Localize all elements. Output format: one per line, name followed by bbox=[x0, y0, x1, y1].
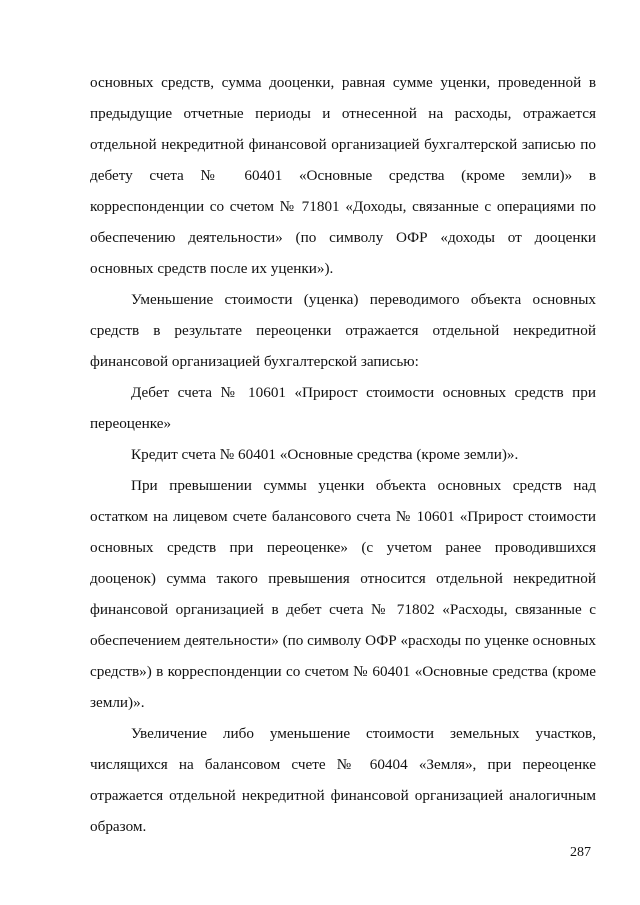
paragraph-first-line: Дебет счета № 10601 «Прирост стоимости основных средств при bbox=[131, 384, 596, 401]
page-number: 287 bbox=[570, 845, 591, 860]
text-line: предыдущие отчетные периоды и отнесенной на расходы, отражается bbox=[90, 105, 596, 122]
text-line: земли)». bbox=[90, 694, 145, 711]
text-line: основных средств после их уценки»). bbox=[90, 260, 334, 277]
text-line: финансовой организацией бухгалтерской записью: bbox=[90, 353, 419, 370]
paragraph-first-line: При превышении суммы уценки объекта основных средств над bbox=[131, 477, 596, 494]
text-line: средств в результате переоценки отражается отдельной некредитной bbox=[90, 322, 596, 339]
paragraph-first-line: Уменьшение стоимости (уценка) переводимого объекта основных bbox=[131, 291, 596, 308]
text-line: отражается отдельной некредитной финансовой организацией аналогичным bbox=[90, 787, 596, 804]
text-line: средств») в корреспонденции со счетом № 60401 «Основные средства (кроме bbox=[90, 663, 596, 680]
text-line: переоценке» bbox=[90, 415, 172, 432]
text-line: корреспонденции со счетом № 71801 «Доходы, связанные с операциями по bbox=[90, 198, 596, 215]
text-line: финансовой организацией в дебет счета № 71802 «Расходы, связанные с bbox=[90, 601, 596, 618]
text-line: остатком на лицевом счете балансового счета № 10601 «Прирост стоимости bbox=[90, 508, 596, 525]
text-line: обеспечением деятельности» (по символу ОФР «расходы по уценке основных bbox=[90, 632, 597, 649]
text-line: дооценок) сумма такого превышения относится отдельной некредитной bbox=[90, 570, 596, 587]
text-line: образом. bbox=[90, 818, 147, 835]
paragraph-first-line: Увеличение либо уменьшение стоимости земельных участков, bbox=[131, 725, 596, 742]
text-line: числящихся на балансовом счете № 60404 «Земля», при переоценке bbox=[90, 756, 596, 773]
text-line: отдельной некредитной финансовой организацией бухгалтерской записью по bbox=[90, 136, 596, 153]
text-line: дебету счета № 60401 «Основные средства (кроме земли)» в bbox=[90, 167, 596, 184]
text-line: обеспечению деятельности» (по символу ОФР «доходы от дооценки bbox=[90, 229, 596, 246]
paragraph-first-line: Кредит счета № 60401 «Основные средства (кроме земли)». bbox=[131, 446, 519, 463]
text-line: основных средств, сумма дооценки, равная сумме уценки, проведенной в bbox=[90, 74, 596, 91]
text-line: основных средств при переоценке» (с учетом ранее проводившихся bbox=[90, 539, 596, 556]
